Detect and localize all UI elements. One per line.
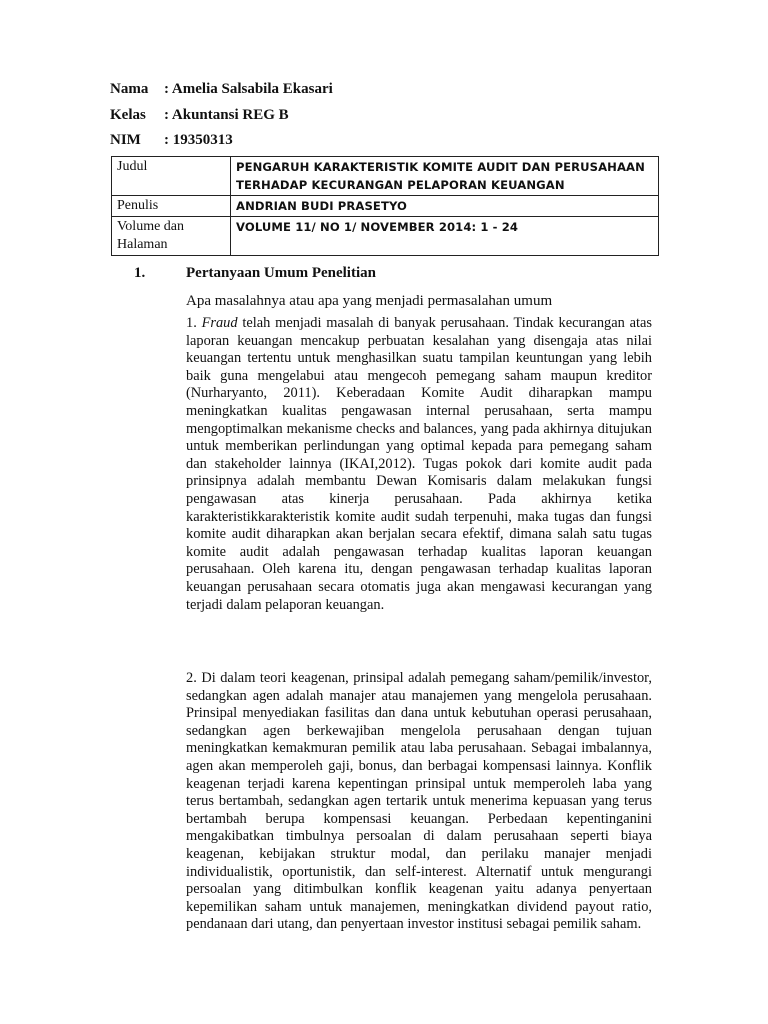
- volume-value: VOLUME 11/ NO 1/ NOVEMBER 2014: 1 - 24: [231, 217, 659, 256]
- section-heading: [134, 265, 376, 282]
- section-title: Pertanyaan Umum Penelitian: [186, 265, 376, 281]
- kelas-value: : Akuntansi REG B: [164, 107, 289, 123]
- identity-nim: [110, 131, 233, 149]
- paragraph-1-text: telah menjadi masalah di banyak perusahaan. Tindak kecurangan atas laporan keuangan mencakup perbuatan kesalahan yang disengaja atas nilai keuangan tertentu untuk menghasilkan suatu tampilan keuntungan yang lebih baik guna mengelabui atau mengecoh pemegang saham maupun kreditor (Nurharyanto, 2011). Keberadaan Komite Audit diharapkan mampu meningkatkan kualitas pengawasan internal perusahaan, serta mampu mengoptimalkan mekanisme checks and balances, yang pada akhirnya ditujukan untuk memberikan perlindungan yang optimal kepada para pemegang saham dan stakeholder lainnya (IKAI,2012). Tugas pokok dari komite audit pada prinsipnya adalah membantu Dewan Komisaris dalam melakukan fungsi pengawasan atas kinerja perusahaan. Pada akhirnya ketika karakteristikkarakteristik komite audit sudah terpenuhi, maka tugas dan fungsi komite audit diharapkan akan berjalan secara efektif, dimana salah satu tugas komite audit adalah pengawasan terhadap kualitas laporan keuangan perusahaan. Oleh karena itu, dengan pengawasan terhadap kualitas laporan keuangan perusahaan secara otomatis juga akan mengawasi kecurangan yang terjadi dalam pelaporan keuangan.: [186, 315, 652, 613]
- judul-value: PENGARUH KARAKTERISTIK KOMITE AUDIT DAN PERUSAHAAN TERHADAP KECURANGAN PELAPORAN KEUANGAN: [231, 157, 659, 196]
- identity-nama: [110, 80, 333, 98]
- judul-label: Judul: [112, 157, 231, 196]
- table-row: [112, 217, 659, 256]
- penulis-label: Penulis: [112, 196, 231, 217]
- nama-label: Nama: [110, 81, 149, 97]
- table-row: [112, 157, 659, 196]
- nama-value: : Amelia Salsabila Ekasari: [164, 81, 333, 97]
- table-row: [112, 196, 659, 217]
- paragraph-2: 2. Di dalam teori keagenan, prinsipal adalah pemegang saham/pemilik/investor, sedangkan agen adalah manajer atau manajemen yang mengelola perusahaan. Prinsipal menyediakan fasilitas dan dana untuk kebutuhan operasi perusahaan, sedangkan agen berkewajiban mengelola perusahaan dengan tujuan meningkatkan kemakmuran pemilik atau laba perusahaan. Sebagai imbalannya, agen akan memperoleh gaji, bonus, dan berbagai kompensasi lainnya. Konflik keagenan terjadi karena kepentingan prinsipal untuk memperoleh laba yang terus bertambah, sedangkan agen tertarik untuk menerima kepuasan yang terus bertambah berupa kompensasi keuangan. Perbedaan kepentinganini mengakibatkan timbulnya persoalan di dalam perusahaan seperti biaya keagenan, kebijakan struktur modal, dan perilaku manajer menjadi individualistik, oportunistik, dan self-interest. Alternatif untuk mengurangi persoalan yang ditimbulkan konflik keagenan yaitu adanya penyertaan kepemilikan saham untuk manajemen, meningkatkan dividend payout ratio, pendanaan dari utang, dan penyertaan investor institusi sebagai pemilik saham.: [186, 670, 652, 933]
- paragraph-1-italic: Fraud: [201, 315, 238, 331]
- article-info-table: [111, 156, 659, 256]
- research-question: Apa masalahnya atau apa yang menjadi permasalahan umum: [186, 293, 553, 309]
- nim-label: NIM: [110, 132, 141, 148]
- paragraph-1: [186, 315, 652, 614]
- penulis-value: ANDRIAN BUDI PRASETYO: [231, 196, 659, 217]
- section-number: 1.: [134, 265, 146, 281]
- paragraph-1-prefix: 1.: [186, 315, 202, 331]
- nim-value: : 19350313: [164, 132, 233, 148]
- volume-label: Volume dan Halaman: [112, 217, 231, 256]
- identity-kelas: [110, 106, 289, 124]
- kelas-label: Kelas: [110, 107, 146, 123]
